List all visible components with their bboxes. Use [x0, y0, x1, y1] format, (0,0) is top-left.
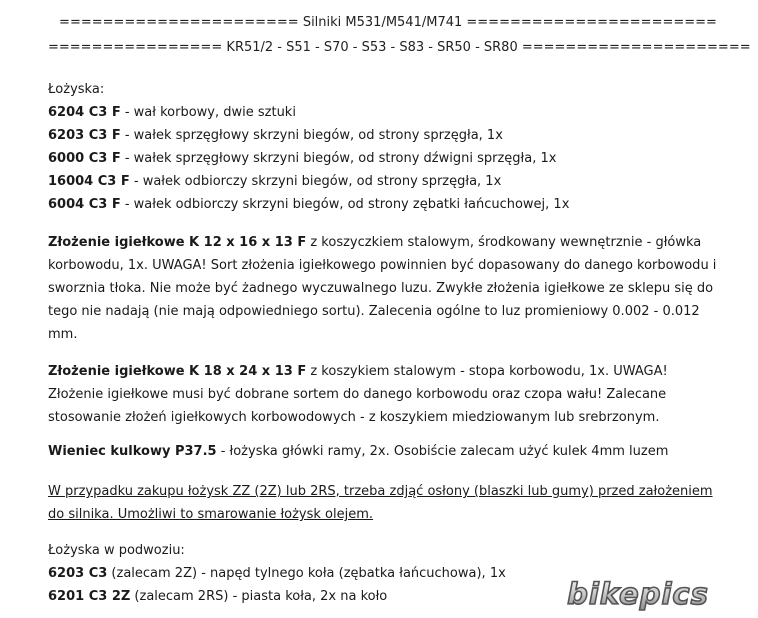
bearing-code: 6004 C3 F — [48, 197, 121, 212]
bearing-code: 16004 C3 F — [48, 174, 130, 189]
bearing-item — [48, 194, 569, 216]
ball-ring-code: Wieniec kulkowy P37.5 — [48, 444, 217, 459]
chassis-desc: (zalecam 2RS) - piasta koła, 2x na koło — [130, 589, 388, 604]
bearing-code: 6000 C3 F — [48, 151, 121, 166]
chassis-item — [48, 586, 387, 608]
chassis-desc: (zalecam 2Z) - napęd tylnego koła (zębatka łańcuchowa), 1x — [107, 566, 506, 581]
header-line-2: ================ KR51/2 - S51 - S70 - S53 - S83 - SR50 - SR80 ===================== — [48, 40, 751, 55]
bearing-desc: - wałek sprzęgłowy skrzyni biegów, od strony sprzęgła, 1x — [120, 128, 503, 143]
bearing-item — [48, 171, 501, 193]
bearing-desc: - wałek odbiorczy skrzyni biegów, od strony sprzęgła, 1x — [129, 174, 502, 189]
bearing-code: 6204 C3 F — [48, 105, 121, 120]
needle-bearing-1-text: z koszyczkiem stalowym, środkowany wewnętrznie - główka korbowodu, 1x. UWAGA! Sort złożenia igiełkowego powinnien być dopasowany do danego korbowodu i sworznia tłoka. Nie może być żadnego wyczuwalnego luzu. Zwykłe złożenia igiełkowe ze sklepu się do tego nie nadają (nie mają odpowiedniego sortu). Zalecenia ogólne to luz promieniowy 0.002 - 0.012 mm. — [48, 235, 717, 342]
chassis-item — [48, 563, 506, 585]
bikepics-watermark-logo — [543, 577, 733, 613]
needle-bearing-2-code: Złożenie igiełkowe K 18 x 24 x 13 F — [48, 364, 307, 379]
bearing-desc: - wał korbowy, dwie sztuki — [120, 105, 296, 120]
chassis-title: Łożyska w podwoziu: — [48, 543, 185, 558]
ball-ring-text: - łożyska główki ramy, 2x. Osobiście zalecam użyć kulek 4mm luzem — [216, 444, 669, 459]
note-paragraph — [48, 480, 723, 526]
needle-bearing-1-paragraph — [48, 231, 723, 346]
note-text: W przypadku zakupu łożysk ZZ (2Z) lub 2RS, trzeba zdjąć osłony (blaszki lub gumy) przed założeniem do silnika. Umożliwi to smarowanie łożysk olejem. — [48, 484, 713, 522]
needle-bearing-2-text: z koszykiem stalowym - stopa korbowodu, 1x. UWAGA! Złożenie igiełkowe musi być dobrane sortem do danego korbowodu oraz czopa wału! Zalecane stosowanie złożeń igiełkowych korbowodowych - z koszykiem miedziowanym lub srebrzonym. — [48, 364, 668, 425]
bearing-item — [48, 148, 556, 170]
bearing-desc: - wałek sprzęgłowy skrzyni biegów, od strony dźwigni sprzęgła, 1x — [120, 151, 557, 166]
needle-bearing-1-code: Złożenie igiełkowe K 12 x 16 x 13 F — [48, 235, 307, 250]
bearing-code: 6203 C3 F — [48, 128, 121, 143]
bearing-item — [48, 125, 503, 147]
watermark-text: bikepics — [567, 577, 709, 611]
needle-bearing-2-paragraph — [48, 360, 723, 429]
chassis-code: 6201 C3 2Z — [48, 589, 131, 604]
bearing-desc: - wałek odbiorczy skrzyni biegów, od strony zębatki łańcuchowej, 1x — [120, 197, 570, 212]
header-line-1: ====================== Silniki M531/M541/M741 ======================= — [59, 15, 717, 30]
chassis-code: 6203 C3 — [48, 566, 108, 581]
ball-ring-line — [48, 441, 668, 463]
bearings-title: Łożyska: — [48, 82, 105, 97]
bearing-item — [48, 102, 296, 124]
